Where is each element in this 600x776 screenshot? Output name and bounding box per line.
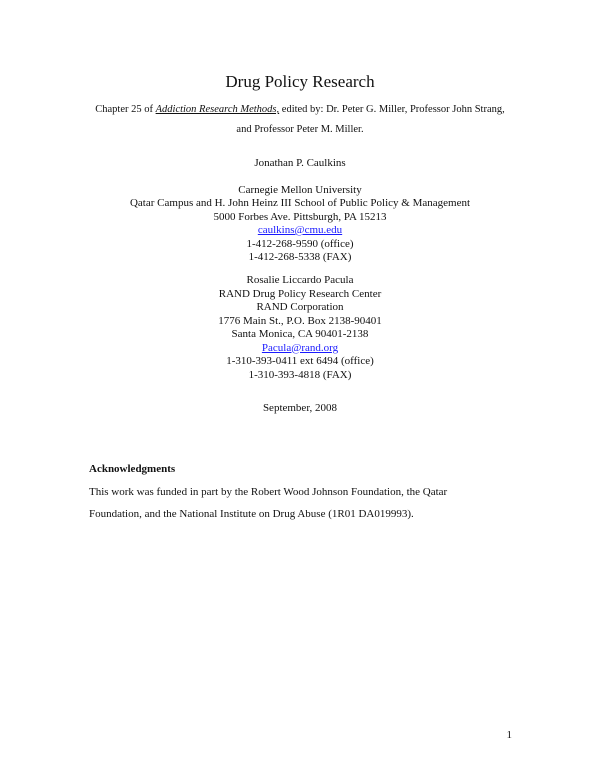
chapter-citation (76, 100, 524, 140)
editors-line2: and Professor Peter M. Miller. (236, 124, 364, 135)
author-affiliation: RAND Corporation (256, 301, 344, 313)
author-name: Rosalie Liccardo Pacula (246, 274, 354, 286)
acknowledgments-text (89, 481, 509, 525)
chapter-prefix: Chapter 25 of (95, 104, 156, 115)
book-title: Addiction Research Methods, (155, 104, 280, 115)
acknowledgments-line: This work was funded in part by the Robert Wood Johnson Foundation, the Qatar (89, 486, 448, 498)
acknowledgments-line: Foundation, and the National Institute on Drug Abuse (1R01 DA019993). (89, 508, 414, 520)
author-phone: 1-310-393-0411 ext 6494 (office) (226, 355, 374, 367)
editors-line1: edited by: Dr. Peter G. Miller, Professor John Strang, (279, 104, 505, 115)
author-block-caulkins (0, 157, 600, 265)
page-number: 1 (506, 729, 512, 741)
author-affiliation: Qatar Campus and H. John Heinz III School of Public Policy & Management (129, 197, 471, 209)
acknowledgments-heading: Acknowledgments (89, 463, 176, 475)
author-address: 1776 Main St., P.O. Box 2138-90401 (218, 314, 382, 327)
author-block-pacula (0, 274, 600, 382)
document-date: September, 2008 (262, 402, 338, 414)
author-fax: 1-412-268-5338 (FAX) (248, 251, 352, 263)
author-address: Santa Monica, CA 90401-2138 (231, 328, 369, 340)
author-email-link[interactable]: caulkins@cmu.edu (257, 224, 343, 236)
author-affiliation: Carnegie Mellon University (238, 183, 362, 196)
author-fax: 1-310-393-4818 (FAX) (248, 368, 352, 381)
document-title: Drug Policy Research (225, 72, 375, 91)
author-email-link[interactable]: Pacula@rand.org (261, 341, 339, 354)
author-address: 5000 Forbes Ave. Pittsburgh, PA 15213 (213, 210, 387, 223)
author-name: Jonathan P. Caulkins (254, 157, 346, 169)
author-phone: 1-412-268-9590 (office) (246, 237, 354, 250)
author-affiliation: RAND Drug Policy Research Center (218, 287, 382, 300)
